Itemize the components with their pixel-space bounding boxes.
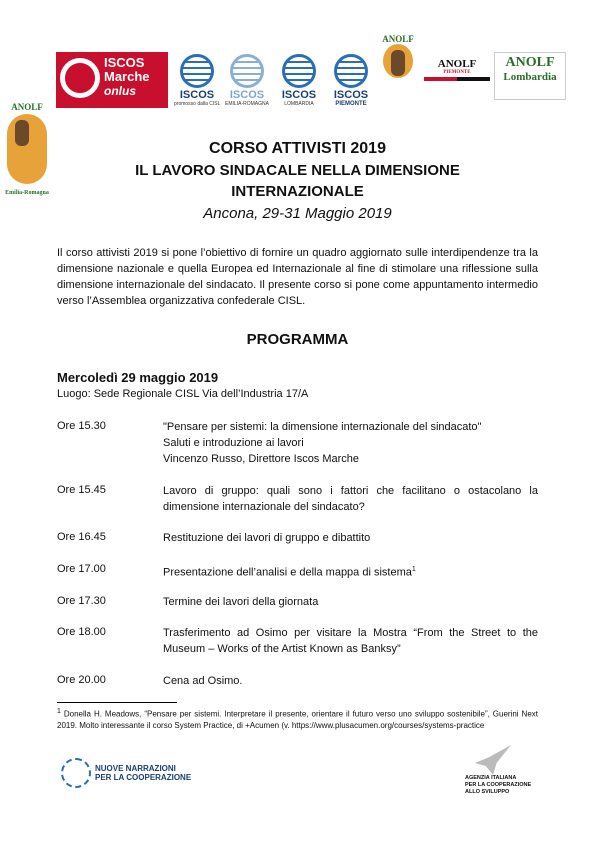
- stripe: [424, 77, 490, 81]
- aics-logo: [465, 745, 545, 807]
- logo-name: ISCOS: [281, 89, 317, 101]
- logo-name: ISCOS: [179, 89, 215, 101]
- logo-name: ISCOS: [333, 89, 369, 101]
- intro-paragraph: Il corso attivisti 2019 si pone l’obiettivo di fornire un quadro aggiornato sulle interdipendenze tra la dimensione nazionale e quella Europea ed Internazionale al fine di stimolare una riflessione sulla dimensione internazionale del sindacato. Il presente corso si pone come appuntamento intermedio verso l’Assemblea organizzativa confederale CISL.: [57, 247, 538, 307]
- schedule-item: Trasferimento ad Osimo per visitare la Mostra “From the Street to the Museum – Works of the Artist Known as Banksy”: [163, 627, 538, 655]
- network-icon: [61, 758, 91, 788]
- anolf-figures-icon: [383, 44, 413, 78]
- schedule-time: Ore 17.00: [57, 563, 106, 575]
- logo-sub: PIEMONTE: [335, 101, 367, 107]
- subtitle-line1: IL LAVORO SINDACALE NELLA DIMENSIONE: [135, 162, 460, 179]
- subtitle-line2: INTERNAZIONALE: [231, 183, 364, 200]
- globe-icon: [282, 54, 316, 88]
- footnote-ref: 1: [411, 566, 416, 573]
- footnote-text: Donella H. Meadows, “Pensare per sistemi. Interpretare il presente, orientare il futuro verso uno sviluppo sostenibile”, Guerini Next 2019. Molto interessante il corso System Practice, di +Acumen (v. https://www.plusacumen.org/courses/systems-practice: [57, 709, 538, 730]
- logo-sub: promosso dalla CISL: [174, 101, 221, 107]
- day-title: Mercoledì 29 maggio 2019: [57, 370, 219, 385]
- footnote: [57, 706, 538, 731]
- schedule-text: Presentazione dell’analisi e della mappa di sistema: [163, 566, 412, 579]
- iscos-emilia-logo: [224, 54, 270, 108]
- logo-name: ANOLF: [437, 58, 477, 70]
- globe-icon: [180, 54, 214, 88]
- schedule-item: [163, 419, 538, 467]
- logo-name: ANOLF: [11, 102, 43, 112]
- logo-sub: LOMBARDIA: [284, 101, 314, 107]
- logo-name: ANOLF: [505, 55, 555, 70]
- logo-sub: EMILIA-ROMAGNA: [225, 101, 269, 107]
- schedule-time: Ore 16.45: [57, 531, 106, 543]
- schedule-item: Cena ad Osimo.: [163, 675, 243, 687]
- logo-name: ISCOS: [229, 89, 265, 101]
- schedule-line: Vincenzo Russo, Direttore Iscos Marche: [163, 453, 360, 465]
- nuove-narrazioni-logo: [57, 752, 192, 802]
- logo-line: ALLO SVILUPPO: [465, 789, 510, 795]
- dove-icon: [475, 745, 511, 775]
- schedule-line: "Pensare per sistemi: la dimensione internazionale del sindacato": [163, 421, 482, 433]
- schedule-item: Lavoro di gruppo: quali sono i fattori che facilitano o ostacolano la dimensione internazionale del sindacato?: [163, 485, 538, 513]
- anolf-piemonte-logo: [424, 58, 490, 88]
- logo-line: PER LA COOPERAZIONE: [465, 782, 532, 788]
- logo-sub: Emilia-Romagna: [5, 190, 49, 196]
- schedule-item: [163, 562, 538, 581]
- iscos-lombardia-logo: [276, 54, 322, 108]
- logo-line: ISCOS: [104, 55, 145, 70]
- schedule-time: Ore 15.45: [57, 484, 106, 496]
- footnote-divider: [57, 702, 177, 703]
- schedule-line: Saluti e introduzione ai lavori: [163, 437, 304, 449]
- page-title: CORSO ATTIVISTI 2019: [209, 140, 386, 157]
- logo-sub: PIEMONTE: [443, 70, 471, 75]
- logo-line: PER LA COOPERAZIONE: [95, 773, 192, 782]
- iscos-cisl-logo: [174, 54, 220, 108]
- globe-icon: [334, 54, 368, 88]
- day-place: Luogo: Sede Regionale CISL Via dell’Industria 17/A: [57, 388, 309, 400]
- globe-icon: [230, 54, 264, 88]
- schedule-time: Ore 15.30: [57, 420, 106, 432]
- logo-sub: Lombardia: [503, 71, 557, 83]
- schedule-time: Ore 17.30: [57, 595, 106, 607]
- logo-name: ANOLF: [382, 34, 414, 44]
- footnote-mark: 1: [57, 708, 61, 715]
- anolf-lombardia-logo: [494, 52, 566, 100]
- logo-line: NUOVE NARRAZIONI: [95, 764, 176, 773]
- schedule-time: Ore 18.00: [57, 626, 106, 638]
- iscos-piemonte-logo: [328, 54, 374, 108]
- schedule-item: Restituzione dei lavori di gruppo e dibattito: [163, 532, 371, 544]
- programma-heading: PROGRAMMA: [246, 331, 349, 348]
- schedule-time: Ore 20.00: [57, 674, 106, 686]
- logo-line: onlus: [104, 84, 136, 98]
- logo-line: Marche: [104, 69, 150, 84]
- place-date: Ancona, 29-31 Maggio 2019: [203, 205, 392, 222]
- iscos-marche-logo: [56, 52, 168, 108]
- logo-line: AGENZIA ITALIANA: [465, 775, 517, 781]
- iscos-ring-icon: [60, 58, 100, 98]
- anolf-logo: [376, 34, 420, 78]
- schedule-item: Termine dei lavori della giornata: [163, 596, 319, 608]
